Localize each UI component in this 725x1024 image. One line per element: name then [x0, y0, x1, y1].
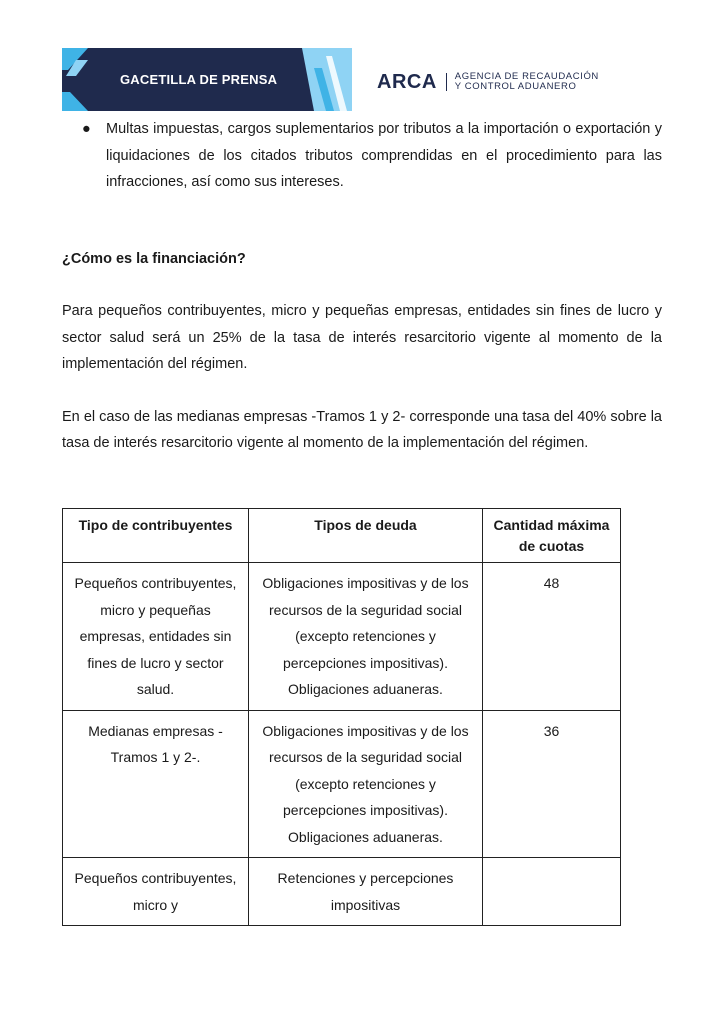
logo-text: ARCA [377, 70, 437, 93]
cell-installments [483, 858, 621, 926]
header-max-installments: Cantidad máxima de cuotas [483, 509, 621, 563]
table-row [63, 563, 621, 711]
cell-taxpayer-type: Medianas empresas -Tramos 1 y 2-. [63, 710, 249, 858]
agency-line-2: Y CONTROL ADUANERO [454, 81, 577, 92]
cell-installments: 36 [483, 710, 621, 858]
table-row [63, 710, 621, 858]
header-taxpayer-type: Tipo de contribuyentes [63, 509, 249, 563]
paragraph-medium-business-rate: En el caso de las medianas empresas -Tramos 1 y 2- corresponde una tasa del 40% sobre la tasa de interés resarcitorio vigente al momento de la implementación del régimen. [62, 408, 662, 451]
agency-line-1: AGENCIA DE RECAUDACIÓN [454, 71, 599, 82]
cell-installments: 48 [483, 563, 621, 711]
cell-taxpayer-type: Pequeños contribuyentes, micro y pequeñas empresas, entidades sin fines de lucro y sector salud. [63, 563, 249, 711]
banner-title: GACETILLA DE PRENSA [120, 72, 278, 87]
cell-debt-types: Obligaciones impositivas y de los recursos de la seguridad social (excepto retenciones y percepciones impositivas). Obligaciones aduaneras. [249, 710, 483, 858]
bullet-icon: ● [82, 121, 91, 137]
cell-debt-types: Retenciones y percepciones impositivas [249, 858, 483, 926]
installments-table [62, 508, 621, 926]
header-debt-types: Tipos de deuda [249, 509, 483, 563]
bullet-text: Multas impuestas, cargos suplementarios por tributos a la importación o exportación y liquidaciones de los citados tributos comprendidas en el procedimiento para las infracciones, así como sus intereses. [106, 121, 662, 190]
cell-debt-types: Obligaciones impositivas y de los recursos de la seguridad social (excepto retenciones y percepciones impositivas). Obligaciones aduaneras. [249, 563, 483, 711]
section-heading: ¿Cómo es la financiación? [62, 250, 246, 267]
table-row [63, 858, 621, 926]
table-header-row [63, 509, 621, 563]
paragraph-small-business-rate: Para pequeños contribuyentes, micro y pequeñas empresas, entidades sin fines de lucro y sector salud será un 25% de la tasa de interés resarcitorio vigente al momento de la implementación del régimen. [62, 303, 662, 372]
cell-taxpayer-type: Pequeños contribuyentes, micro y [63, 858, 249, 926]
